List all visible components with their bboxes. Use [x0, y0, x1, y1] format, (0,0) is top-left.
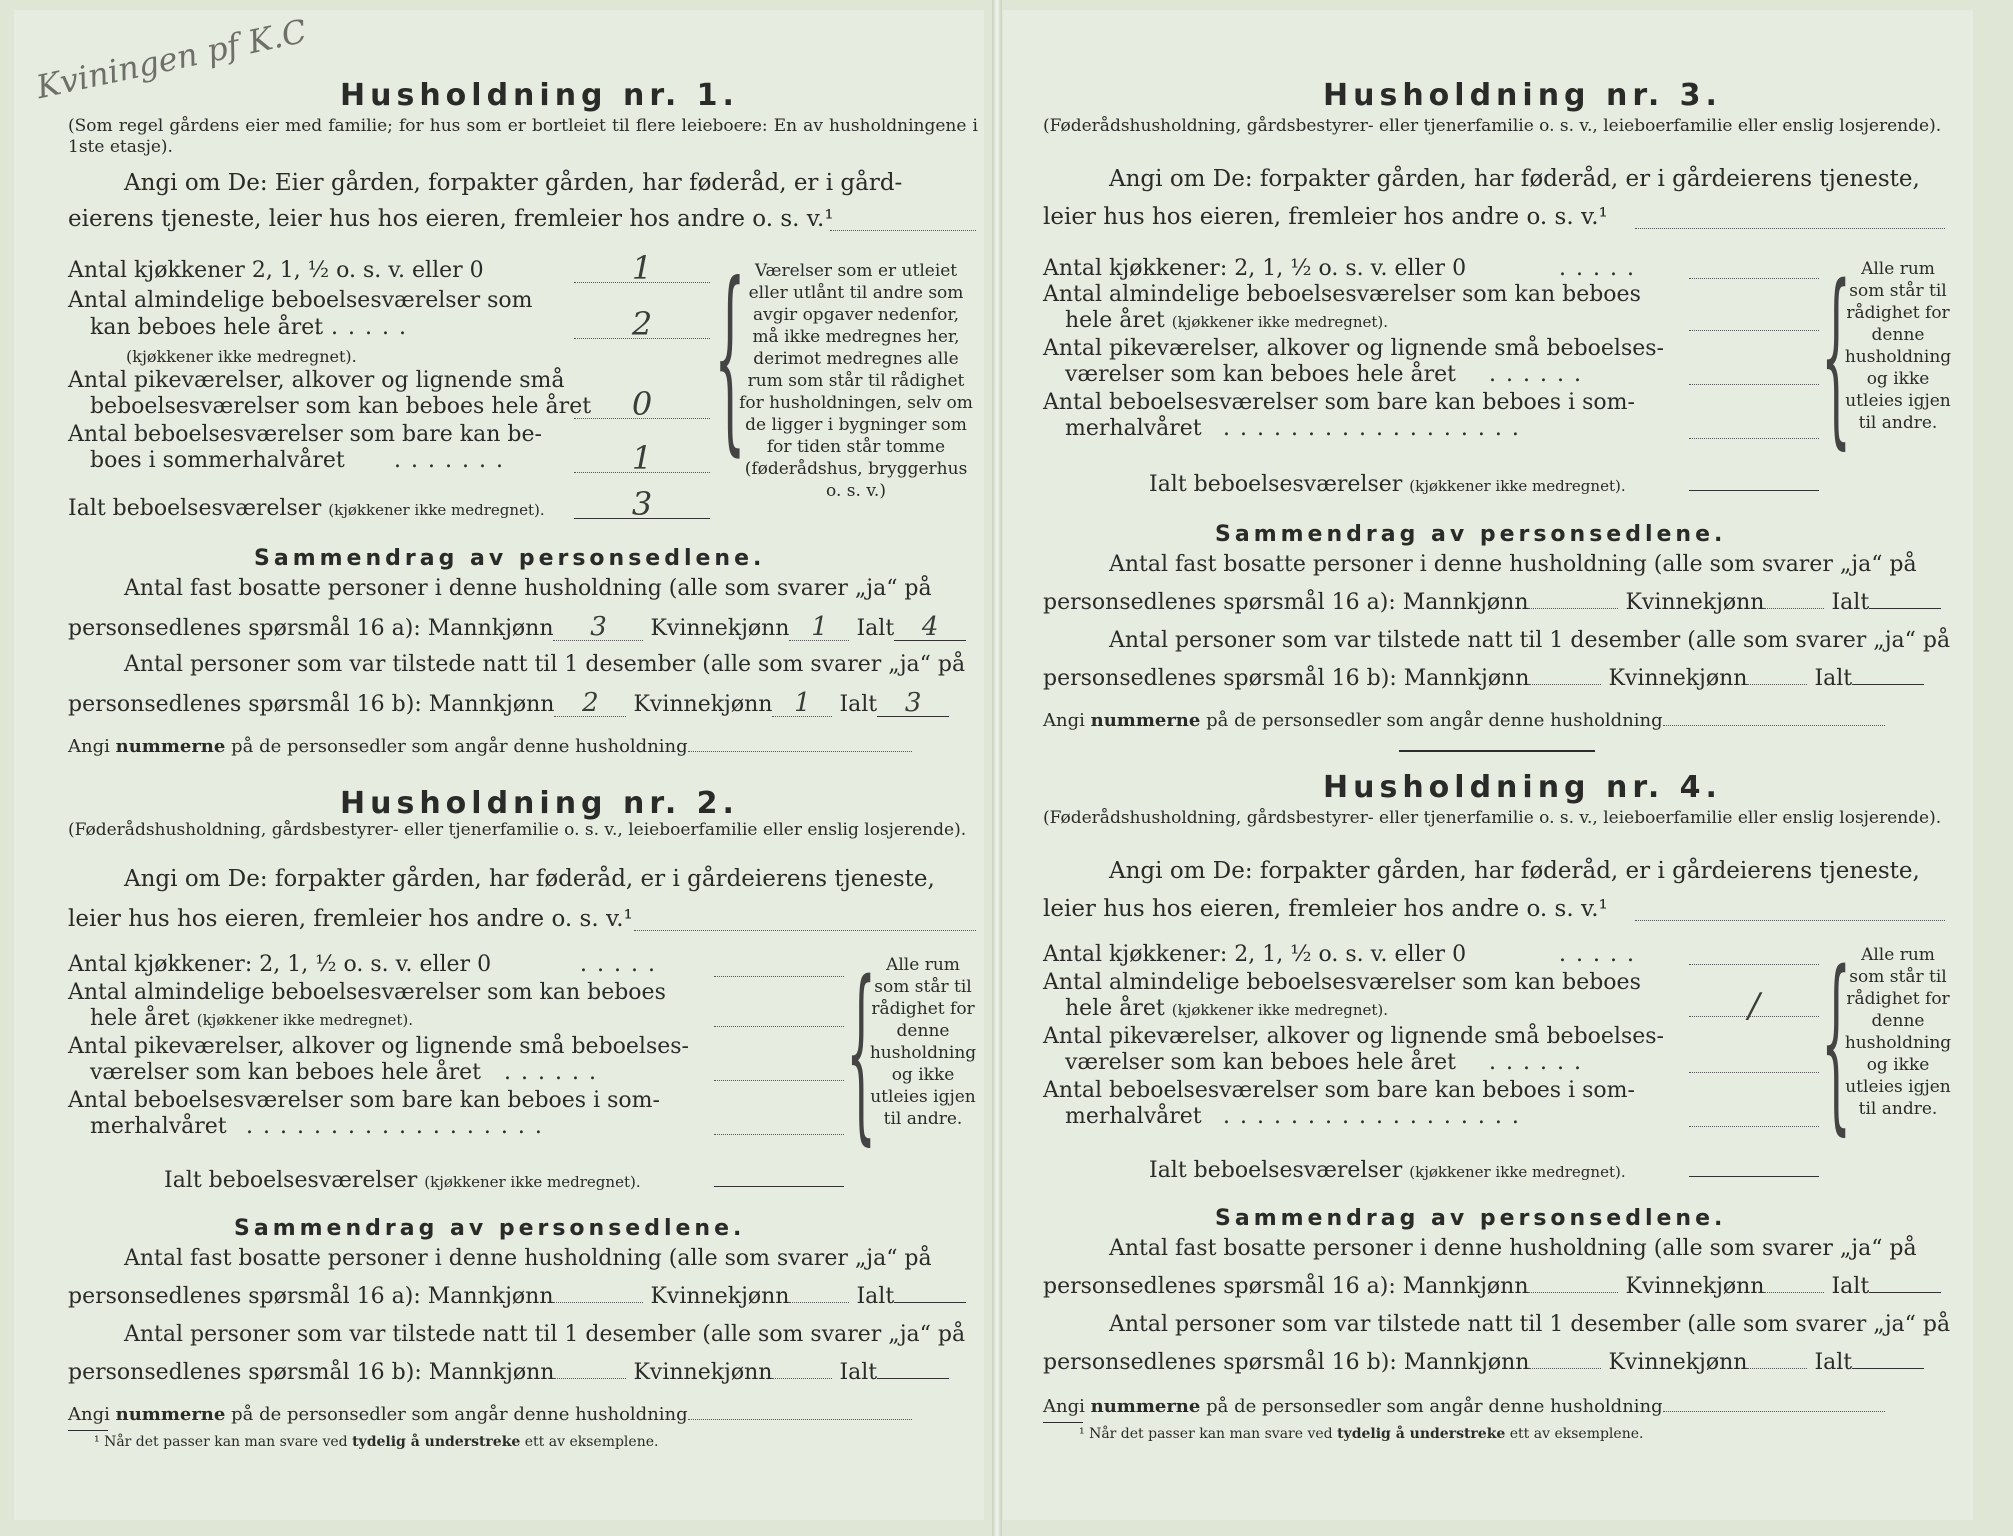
- h2-tilst-label: personsedlenes spørsmål 16 b): Mannkjønn: [68, 1360, 555, 1385]
- h1-sommer-label-1: Antal beboelsesværelser som bare kan be-: [68, 422, 542, 447]
- h2-kjokkener-label: Antal kjøkkener: 2, 1, ½ o. s. v. eller 0: [68, 952, 492, 977]
- h1-ialt-text: Ialt beboelsesværelser: [68, 496, 322, 521]
- h3-fast-label: personsedlenes spørsmål 16 a): Mannkjønn: [1043, 590, 1529, 615]
- h4-ialt-label: [1149, 1158, 1626, 1185]
- h2-fast-line1: Antal fast bosatte personer i denne husholdning (alle som svarer „ja“ på: [124, 1246, 932, 1271]
- h1-ialt-label: [68, 496, 545, 523]
- h4-pike-dots: ......: [1489, 1050, 1591, 1075]
- h3-nummerne-answer[interactable]: [1663, 725, 1885, 726]
- h1-alm-note: (kjøkkener ikke medregnet).: [126, 347, 357, 366]
- h3-pike-label-2: værelser som kan beboes hele året: [1065, 362, 1456, 387]
- h1-tilst-kvinne-label: Kvinnekjønn: [633, 692, 773, 717]
- h2-alm-label-1: Antal almindelige beboelsesværelser som kan beboes: [68, 980, 666, 1005]
- h4-nummerne-line: [1043, 1394, 1885, 1420]
- h1-alm-dots: ......: [314, 315, 416, 340]
- h3-ialt-note: (kjøkkener ikke medregnet).: [1409, 477, 1626, 495]
- h1-sommer-label-2: boes i sommerhalvåret: [90, 448, 345, 473]
- h3-nummerne-bold: nummerne: [1090, 710, 1201, 731]
- h1-nummerne-answer[interactable]: [688, 751, 912, 752]
- household-1-angi-line1: Angi om De: Eier gården, forpakter gården, har føderåd, er i gård-: [124, 170, 903, 196]
- h2-tilst-ialt[interactable]: [877, 1378, 949, 1379]
- h1-pike-answer[interactable]: 0: [574, 390, 710, 419]
- h4-pike-label-2: værelser som kan beboes hele året: [1065, 1050, 1456, 1075]
- household-2-angi-line1: Angi om De: forpakter gården, har føderåd, er i gårdeierens tjeneste,: [124, 866, 935, 892]
- h1-tilst-ialt-label: Ialt: [839, 692, 878, 717]
- h3-fast-line1: Antal fast bosatte personer i denne husholdning (alle som svarer „ja“ på: [1109, 552, 1917, 577]
- h3-alm-label-1: Antal almindelige beboelsesværelser som kan beboes: [1043, 282, 1641, 307]
- h2-alm-answer[interactable]: [714, 1002, 844, 1027]
- h2-fast-ialt-label: Ialt: [856, 1284, 895, 1309]
- page-fold: [992, 0, 1002, 1536]
- h2-pike-label-2: værelser som kan beboes hele året: [90, 1060, 481, 1085]
- h1-fast-line1: Antal fast bosatte personer i denne husholdning (alle som svarer „ja“ på: [124, 576, 932, 601]
- h2-tilst-kvinne-label: Kvinnekjønn: [633, 1360, 773, 1385]
- h3-fast-ialt[interactable]: [1869, 608, 1941, 609]
- h4-ialt-note: (kjøkkener ikke medregnet).: [1409, 1163, 1626, 1181]
- h2-nummerne-pre: Angi: [68, 1404, 110, 1425]
- h4-ialt-answer[interactable]: [1689, 1152, 1819, 1177]
- h3-tilst-line1: Antal personer som var tilstede natt til 1 desember (alle som svarer „ja“ på: [1109, 628, 1951, 653]
- left-footnote-pre: ¹ Når det passer kan man svare ved: [94, 1434, 348, 1450]
- h3-tilst-line2: [1043, 666, 1924, 692]
- h4-sommer-label-1: Antal beboelsesværelser som bare kan beboes i som-: [1043, 1078, 1635, 1103]
- h4-tilst-ialt[interactable]: [1852, 1368, 1924, 1369]
- h2-tilst-line2: [68, 1360, 949, 1386]
- h4-fast-kvinne[interactable]: [1764, 1292, 1824, 1293]
- h4-tilst-kvinne[interactable]: [1747, 1368, 1807, 1369]
- right-footnote: [1079, 1426, 1643, 1442]
- h1-nummerne-post: på de personsedler som angår denne husholdning: [231, 736, 688, 757]
- h2-pike-dots: ......: [504, 1060, 606, 1085]
- h1-fast-line2: [68, 614, 966, 642]
- h1-fast-ialt-label: Ialt: [856, 616, 895, 641]
- h2-kjokkener-dots: .....: [580, 952, 665, 977]
- h3-alm-label-2: [1065, 308, 1388, 335]
- h3-pike-dots: ......: [1489, 362, 1591, 387]
- h2-sommer-label-1: Antal beboelsesværelser som bare kan beboes i som-: [68, 1088, 660, 1113]
- h2-pike-label-1: Antal pikeværelser, alkover og lignende små beboelses-: [68, 1034, 689, 1059]
- h4-fast-line1: Antal fast bosatte personer i denne husholdning (alle som svarer „ja“ på: [1109, 1236, 1917, 1261]
- h3-fast-mann[interactable]: [1528, 608, 1618, 609]
- h4-tilst-kvinne-label: Kvinnekjønn: [1608, 1350, 1748, 1375]
- household-1-angi-answer[interactable]: [830, 202, 976, 231]
- h2-sommer-label-2: merhalvåret: [90, 1114, 227, 1139]
- h2-tilst-kvinne[interactable]: [772, 1378, 832, 1379]
- h4-footnote-rule: [1043, 1422, 1083, 1423]
- h4-kjokkener-answer[interactable]: [1689, 940, 1819, 965]
- h2-fast-kvinne-label: Kvinnekjønn: [650, 1284, 790, 1309]
- h4-fast-ialt[interactable]: [1869, 1292, 1941, 1293]
- h2-tilst-ialt-label: Ialt: [839, 1360, 878, 1385]
- h3-sommer-label-1: Antal beboelsesværelser som bare kan beboes i som-: [1043, 390, 1635, 415]
- h4-fast-line2: [1043, 1274, 1941, 1300]
- h3-sommer-answer[interactable]: [1689, 414, 1819, 439]
- section-divider: [1399, 750, 1595, 752]
- h3-nummerne-pre: Angi: [1043, 710, 1085, 731]
- h4-ialt-text: Ialt beboelsesværelser: [1149, 1158, 1403, 1183]
- h1-fast-mann[interactable]: 3: [553, 614, 643, 641]
- h2-nummerne-post: på de personsedler som angår denne husholdning: [231, 1404, 688, 1425]
- h1-summary-title: Sammendrag av personsedlene.: [254, 546, 766, 571]
- h4-nummerne-pre: Angi: [1043, 1396, 1085, 1417]
- h3-tilst-ialt-label: Ialt: [1814, 666, 1853, 691]
- h1-sommer-dots: .......: [394, 448, 513, 473]
- h2-alm-note: (kjøkkener ikke medregnet).: [196, 1011, 414, 1029]
- h1-kjokkener-label: Antal kjøkkener 2, 1, ½ o. s. v. eller 0: [68, 258, 484, 283]
- h2-fast-ialt[interactable]: [894, 1302, 966, 1303]
- h4-tilst-line1: Antal personer som var tilstede natt til 1 desember (alle som svarer „ja“ på: [1109, 1312, 1951, 1337]
- left-footnote: [94, 1434, 658, 1450]
- household-2-angi-line2: leier hus hos eieren, fremleier hos andre o. s. v.¹: [68, 906, 633, 932]
- h4-alm-label-2-text: hele året: [1065, 996, 1165, 1021]
- h1-tilst-kvinne[interactable]: 1: [772, 690, 832, 717]
- h4-alm-label-1: Antal almindelige beboelsesværelser som kan beboes: [1043, 970, 1641, 995]
- h2-fast-mann[interactable]: [553, 1302, 643, 1303]
- h3-ialt-answer[interactable]: [1689, 466, 1819, 491]
- household-4-angi-line1: Angi om De: forpakter gården, har føderåd, er i gårdeierens tjeneste,: [1109, 858, 1920, 884]
- h2-kjokkener-answer[interactable]: [714, 952, 844, 977]
- h4-nummerne-bold: nummerne: [1090, 1396, 1201, 1417]
- h2-nummerne-line: [68, 1402, 912, 1428]
- h4-side-note: Alle rum som står til rådighet for denne husholdning og ikke utleies igjen til andre.: [1844, 945, 1952, 1119]
- h2-pike-answer[interactable]: [714, 1056, 844, 1081]
- margin-handwriting: Kviningen pf K.C: [33, 11, 310, 107]
- h3-ialt-text: Ialt beboelsesværelser: [1149, 472, 1403, 497]
- household-3-angi-line1: Angi om De: forpakter gården, har føderåd, er i gårdeierens tjeneste,: [1109, 166, 1920, 192]
- household-2-angi-answer[interactable]: [634, 902, 976, 931]
- h3-brace: {: [1821, 245, 1852, 466]
- h1-sommer-answer[interactable]: 1: [574, 444, 710, 473]
- h2-nummerne-bold: nummerne: [115, 1404, 226, 1425]
- household-1-intro: (Som regel gårdens eier med familie; for hus som er bortleiet til flere leieboere: En av husholdningene i 1ste etasje).: [68, 116, 978, 157]
- household-3-intro: (Føderådshusholdning, gårdsbestyrer- eller tjenerfamilie o. s. v., leieboerfamilie eller enslig losjerende).: [1043, 116, 1942, 136]
- h3-sommer-label-2: merhalvåret: [1065, 416, 1202, 441]
- household-4-title: Husholdning nr. 4.: [1323, 770, 1722, 805]
- h3-tilst-mann[interactable]: [1529, 684, 1601, 685]
- h4-sommer-label-2: merhalvåret: [1065, 1104, 1202, 1129]
- h4-sommer-dots: ..................: [1223, 1104, 1529, 1129]
- h3-sommer-dots: ..................: [1223, 416, 1529, 441]
- h1-fast-ialt[interactable]: 4: [894, 614, 966, 641]
- h4-tilst-ialt-label: Ialt: [1814, 1350, 1853, 1375]
- household-2-title: Husholdning nr. 2.: [340, 786, 739, 821]
- h4-brace: {: [1821, 931, 1852, 1152]
- h4-tilst-mann[interactable]: [1529, 1368, 1601, 1369]
- h1-fast-kvinne-label: Kvinnekjønn: [650, 616, 790, 641]
- h1-tilst-label: personsedlenes spørsmål 16 b): Mannkjønn: [68, 692, 555, 717]
- h2-nummerne-answer[interactable]: [688, 1419, 912, 1420]
- h2-sommer-dots: ..................: [246, 1114, 552, 1139]
- h1-tilst-mann[interactable]: 2: [554, 690, 626, 717]
- household-3-angi-answer[interactable]: [1635, 200, 1945, 229]
- h3-kjokkener-answer[interactable]: [1689, 254, 1819, 279]
- h2-tilst-line1: Antal personer som var tilstede natt til 1 desember (alle som svarer „ja“ på: [124, 1322, 966, 1347]
- household-1-angi-line2: eierens tjeneste, leier hus hos eieren, fremleier hos andre o. s. v.¹: [68, 206, 834, 232]
- h3-alm-answer[interactable]: [1689, 306, 1819, 331]
- h3-tilst-kvinne-label: Kvinnekjønn: [1608, 666, 1748, 691]
- household-4-angi-line2: leier hus hos eieren, fremleier hos andre o. s. v.¹: [1043, 896, 1608, 922]
- h2-side-note: Alle rum som står til rådighet for denne husholdning og ikke utleies igjen til andre.: [869, 955, 977, 1129]
- right-footnote-post: ett av eksemplene.: [1509, 1426, 1644, 1442]
- h1-fast-label: personsedlenes spørsmål 16 a): Mannkjønn: [68, 616, 554, 641]
- h1-pike-label-2: beboelsesværelser som kan beboes hele året: [90, 394, 592, 419]
- h3-ialt-label: [1149, 472, 1626, 499]
- h1-nummerne-bold: nummerne: [115, 736, 226, 757]
- h3-kjokkener-dots: .....: [1559, 256, 1644, 281]
- h2-ialt-answer[interactable]: [714, 1162, 844, 1187]
- h4-fast-mann[interactable]: [1528, 1292, 1618, 1293]
- h4-alm-label-2: [1065, 996, 1388, 1023]
- h1-alm-answer[interactable]: 2: [574, 310, 710, 339]
- right-footnote-pre: ¹ Når det passer kan man svare ved: [1079, 1426, 1333, 1442]
- h3-alm-note: (kjøkkener ikke medregnet).: [1171, 313, 1389, 331]
- h1-alm-label-2: kan beboes hele året: [90, 315, 324, 340]
- h4-fast-label: personsedlenes spørsmål 16 a): Mannkjønn: [1043, 1274, 1529, 1299]
- h2-tilst-mann[interactable]: [554, 1378, 626, 1379]
- right-footnote-bold: tydelig å understreke: [1337, 1426, 1506, 1442]
- h4-fast-kvinne-label: Kvinnekjønn: [1625, 1274, 1765, 1299]
- h4-alm-note: (kjøkkener ikke medregnet).: [1171, 1001, 1389, 1019]
- h2-fast-line2: [68, 1284, 966, 1310]
- h3-summary-title: Sammendrag av personsedlene.: [1215, 522, 1727, 547]
- h4-pike-answer[interactable]: [1689, 1048, 1819, 1073]
- h1-fast-kvinne[interactable]: 1: [789, 614, 849, 641]
- h3-fast-ialt-label: Ialt: [1831, 590, 1870, 615]
- h4-alm-answer[interactable]: /: [1689, 992, 1819, 1017]
- household-2-intro: (Føderådshusholdning, gårdsbestyrer- eller tjenerfamilie o. s. v., leieboerfamilie eller enslig losjerende).: [68, 820, 967, 840]
- h3-kjokkener-label: Antal kjøkkener: 2, 1, ½ o. s. v. eller 0: [1043, 256, 1467, 281]
- h4-tilst-line2: [1043, 1350, 1924, 1376]
- h3-alm-label-2-text: hele året: [1065, 308, 1165, 333]
- h2-ialt-note: (kjøkkener ikke medregnet).: [424, 1173, 641, 1191]
- household-3-title: Husholdning nr. 3.: [1323, 78, 1722, 113]
- h4-summary-title: Sammendrag av personsedlene.: [1215, 1206, 1727, 1231]
- h3-side-note: Alle rum som står til rådighet for denne husholdning og ikke utleies igjen til andre.: [1844, 259, 1952, 433]
- h4-fast-ialt-label: Ialt: [1831, 1274, 1870, 1299]
- h3-fast-line2: [1043, 590, 1941, 616]
- h1-tilst-line1: Antal personer som var tilstede natt til 1 desember (alle som svarer „ja“ på: [124, 652, 966, 677]
- h3-tilst-label: personsedlenes spørsmål 16 b): Mannkjønn: [1043, 666, 1530, 691]
- h1-ialt-answer[interactable]: 3: [574, 490, 710, 519]
- h3-pike-label-1: Antal pikeværelser, alkover og lignende små beboelses-: [1043, 336, 1664, 361]
- h1-tilst-line2: [68, 690, 949, 718]
- h1-nummerne-line: [68, 734, 912, 760]
- h1-alm-label-1: Antal almindelige beboelsesværelser som: [68, 288, 533, 313]
- h1-brace: {: [714, 241, 746, 474]
- h1-kjokkener-answer[interactable]: 1: [574, 254, 710, 283]
- h3-pike-answer[interactable]: [1689, 360, 1819, 385]
- h4-pike-label-1: Antal pikeværelser, alkover og lignende små beboelses-: [1043, 1024, 1664, 1049]
- h2-brace: {: [846, 941, 877, 1162]
- h2-summary-title: Sammendrag av personsedlene.: [234, 1216, 746, 1241]
- h3-nummerne-line: [1043, 708, 1885, 734]
- household-3-angi-line2: leier hus hos eieren, fremleier hos andre o. s. v.¹: [1043, 204, 1608, 230]
- h2-sommer-answer[interactable]: [714, 1110, 844, 1135]
- household-4-intro: (Føderådshusholdning, gårdsbestyrer- eller tjenerfamilie o. s. v., leieboerfamilie eller enslig losjerende).: [1043, 808, 1942, 828]
- h1-nummerne-pre: Angi: [68, 736, 110, 757]
- h4-nummerne-post: på de personsedler som angår denne husholdning: [1206, 1396, 1663, 1417]
- h2-alm-label-2: [90, 1006, 413, 1033]
- h4-sommer-answer[interactable]: [1689, 1102, 1819, 1127]
- h4-kjokkener-label: Antal kjøkkener: 2, 1, ½ o. s. v. eller 0: [1043, 942, 1467, 967]
- h4-tilst-label: personsedlenes spørsmål 16 b): Mannkjønn: [1043, 1350, 1530, 1375]
- h4-kjokkener-dots: .....: [1559, 942, 1644, 967]
- h3-nummerne-post: på de personsedler som angår denne husholdning: [1206, 710, 1663, 731]
- h3-fast-kvinne-label: Kvinnekjønn: [1625, 590, 1765, 615]
- h2-footnote-rule: [68, 1430, 108, 1431]
- h3-tilst-ialt[interactable]: [1852, 684, 1924, 685]
- left-page: [14, 10, 984, 1520]
- h3-tilst-kvinne[interactable]: [1747, 684, 1807, 685]
- left-footnote-post: ett av eksemplene.: [524, 1434, 659, 1450]
- h2-alm-label-2-text: hele året: [90, 1006, 190, 1031]
- h1-side-note: Værelser som er utleiet eller utlånt til andre som avgir opgaver nedenfor, må ikke medregnes her, derimot medregnes alle rum som står til rådighet for husholdningen, selv om de ligger i bygninger som for tiden står tomme (føderådshus, bryggerhus o. s. v.): [739, 261, 973, 501]
- left-footnote-bold: tydelig å understreke: [352, 1434, 521, 1450]
- household-4-angi-answer[interactable]: [1635, 892, 1945, 921]
- h3-fast-kvinne[interactable]: [1764, 608, 1824, 609]
- h2-ialt-label: [164, 1168, 641, 1195]
- right-page: [1003, 10, 1973, 1520]
- h1-ialt-note: (kjøkkener ikke medregnet).: [328, 501, 545, 519]
- h2-ialt-text: Ialt beboelsesværelser: [164, 1168, 418, 1193]
- household-1-title: Husholdning nr. 1.: [340, 78, 739, 113]
- h2-fast-label: personsedlenes spørsmål 16 a): Mannkjønn: [68, 1284, 554, 1309]
- h2-fast-kvinne[interactable]: [789, 1302, 849, 1303]
- h1-pike-label-1: Antal pikeværelser, alkover og lignende små: [68, 368, 565, 393]
- h1-tilst-ialt[interactable]: 3: [877, 690, 949, 717]
- h4-nummerne-answer[interactable]: [1663, 1411, 1885, 1412]
